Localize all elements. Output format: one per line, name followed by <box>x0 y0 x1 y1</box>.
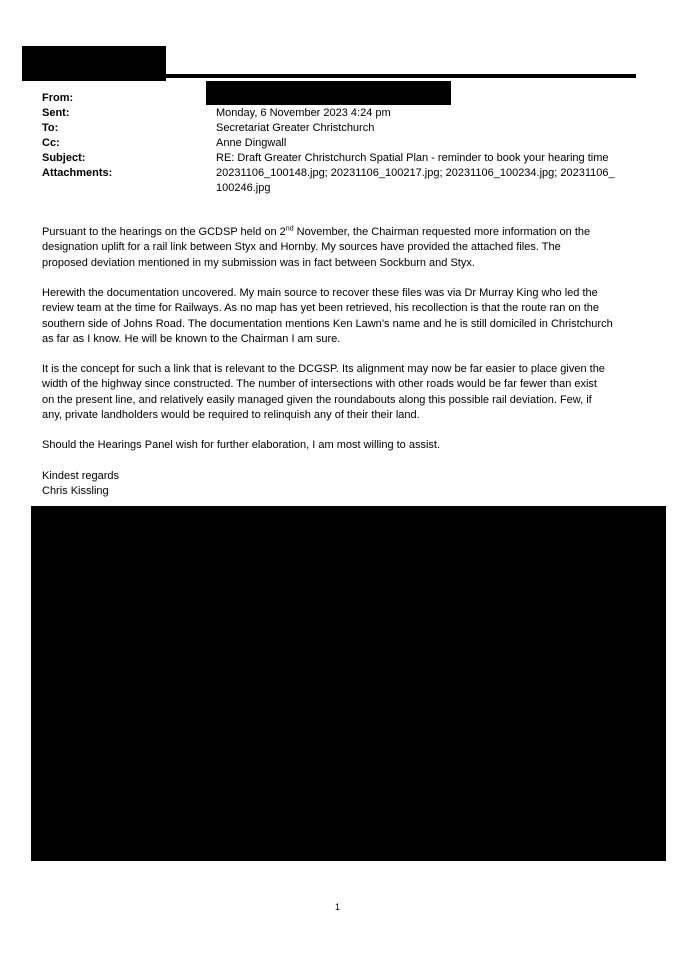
p3-line-1: It is the concept for such a link that is relevant to the DCGSP. Its alignment may now be far easier to place given the <box>42 363 605 375</box>
body-paragraph-2 <box>42 286 642 347</box>
body-paragraph-1 <box>42 225 642 271</box>
p2-line-2: review team at the time for Railways. As no map has yet been retrieved, his recollection is that the route ran on the <box>42 302 600 315</box>
p1-line-1-start: Pursuant to the hearings on the GCDSP held on 2 <box>42 226 286 238</box>
p4-line-1: Should the Hearings Panel wish for further elaboration, I am most willing to assist. <box>42 439 441 451</box>
p2-line-3: southern side of Johns Road. The documentation mentions Ken Lawn’s name and he is still domiciled in Christchurch <box>42 317 613 330</box>
sent-value: Monday, 6 November 2023 4:24 pm <box>216 107 391 119</box>
attachments-value <box>216 166 636 196</box>
header-rule <box>166 74 636 78</box>
signature-block <box>42 469 642 500</box>
body-paragraph-3 <box>42 362 642 423</box>
to-label: To: <box>42 122 59 134</box>
attachments-line-2: 100246.jpg <box>216 182 271 194</box>
body-paragraph-4 <box>42 438 642 453</box>
redacted-content-block <box>31 506 666 861</box>
to-value: Secretariat Greater Christchurch <box>216 122 375 134</box>
cc-label: Cc: <box>42 137 60 149</box>
from-label: From: <box>42 92 74 104</box>
p1-line-2: designation uplift for a rail link between Styx and Hornby. My sources have provided the attached files. The <box>42 241 561 254</box>
subject-label: Subject: <box>42 152 86 164</box>
subject-value: RE: Draft Greater Christchurch Spatial Plan - reminder to book your hearing time <box>216 152 609 164</box>
redacted-from-value <box>206 81 451 105</box>
sent-label: Sent: <box>42 107 70 119</box>
p1-line-1 <box>42 225 642 240</box>
redacted-sender-name <box>22 46 166 81</box>
signature-name: Chris Kissling <box>42 485 109 498</box>
p3-line-3: on the present line, and relatively easily managed given the roundabouts along this possible rail deviation. Few, if <box>42 393 592 406</box>
signoff: Kindest regards <box>42 470 120 482</box>
p2-line-1: Herewith the documentation uncovered. My main source to recover these files was via Dr Murray King who led the <box>42 287 598 299</box>
p1-line-1-end: November, the Chairman requested more information on the <box>293 226 591 238</box>
p2-line-4: as far as I know. He will be known to the Chairman I am sure. <box>42 332 341 345</box>
cc-value: Anne Dingwall <box>216 137 287 149</box>
p3-line-2: width of the highway since constructed. The number of intersections with other roads would be far fewer than exist <box>42 378 597 391</box>
p3-line-4: any, private landholders would be required to relinquish any of their their land. <box>42 408 420 421</box>
p1-superscript: nd <box>285 225 294 233</box>
attachments-label: Attachments: <box>42 167 113 179</box>
p1-line-3: proposed deviation mentioned in my submission was in fact between Sockburn and Styx. <box>42 256 475 269</box>
page-number: 1 <box>334 902 340 912</box>
attachments-line-1: 20231106_100148.jpg; 20231106_100217.jpg; 20231106_100234.jpg; 20231106_ <box>216 167 615 179</box>
